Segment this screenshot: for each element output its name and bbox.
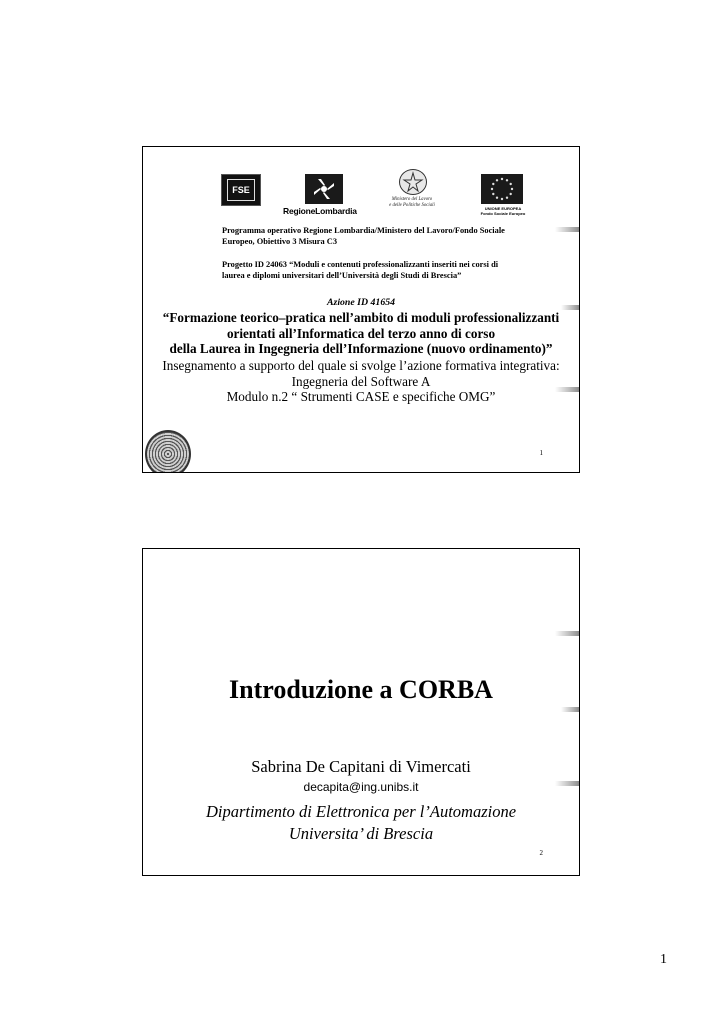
course-title-line: della Laurea in Ingegneria dell’Informazione (nuovo ordinamento)” [169, 341, 553, 356]
department-block [143, 801, 579, 845]
insegnamento-line: Insegnamento a supporto del quale si svolge l’azione formativa integrativa: [162, 358, 560, 373]
author-name: Sabrina De Capitani di Vimercati [251, 757, 471, 776]
regione-lombardia-logo-text: RegioneLombardia [283, 206, 357, 216]
slide-number: 2 [539, 849, 543, 857]
ministry-line: e delle Politiche Sociali [389, 203, 435, 208]
university-seal-icon [145, 430, 191, 473]
insegnamento-line: Ingegneria del Software A [291, 373, 431, 389]
insegnamento-line: Modulo n.2 “ Strumenti CASE e specifiche OMG” [226, 389, 496, 404]
eu-caption-line: UNIONE EUROPEA [484, 206, 522, 211]
regione-lombardia-logo-icon [305, 174, 343, 204]
decorative-streak [555, 227, 579, 232]
slide-1 [142, 146, 580, 473]
eu-caption-line: Fondo Sociale Europeo [480, 211, 526, 216]
eu-flag-logo-icon [481, 174, 523, 204]
course-title-line: “Formazione teorico–pratica nell’ambito di moduli professionalizzanti [162, 310, 560, 325]
progetto-text: Progetto ID 24063 “Moduli e contenuti professionalizzanti inseriti nei corsi di laurea e diplomi universitari dell’Università degli Studi di Brescia” [222, 260, 499, 280]
author-email: decapita@ing.unibs.it [303, 780, 419, 794]
slide-title: Introduzione a CORBA [229, 675, 493, 704]
department-line: Dipartimento di Elettronica per l’Automazione [205, 802, 517, 821]
decorative-streak [555, 631, 579, 636]
azione-heading: Azione ID 41654 [326, 297, 396, 308]
department-line: Universita’ di Brescia [288, 824, 434, 843]
decorative-streak [561, 707, 579, 712]
ministry-line: Ministero del Lavoro [391, 197, 433, 202]
insegnamento-block [143, 358, 579, 405]
eu-logo-caption [471, 206, 535, 216]
fse-logo-text: FSE [227, 179, 255, 201]
italian-republic-emblem-icon [399, 169, 427, 195]
page-number: 1 [660, 952, 667, 967]
slide-number: 1 [539, 449, 543, 457]
ministry-logo-text [388, 197, 436, 209]
programma-text: Programma operativo Regione Lombardia/Ministero del Lavoro/Fondo Sociale Europeo, Obiettivo 3 Misura C3 [222, 226, 505, 246]
course-title-line: orientati all’Informatica del terzo anno di corso [226, 325, 496, 341]
slide-2 [142, 548, 580, 876]
course-title [143, 310, 579, 357]
fse-logo [221, 174, 261, 206]
